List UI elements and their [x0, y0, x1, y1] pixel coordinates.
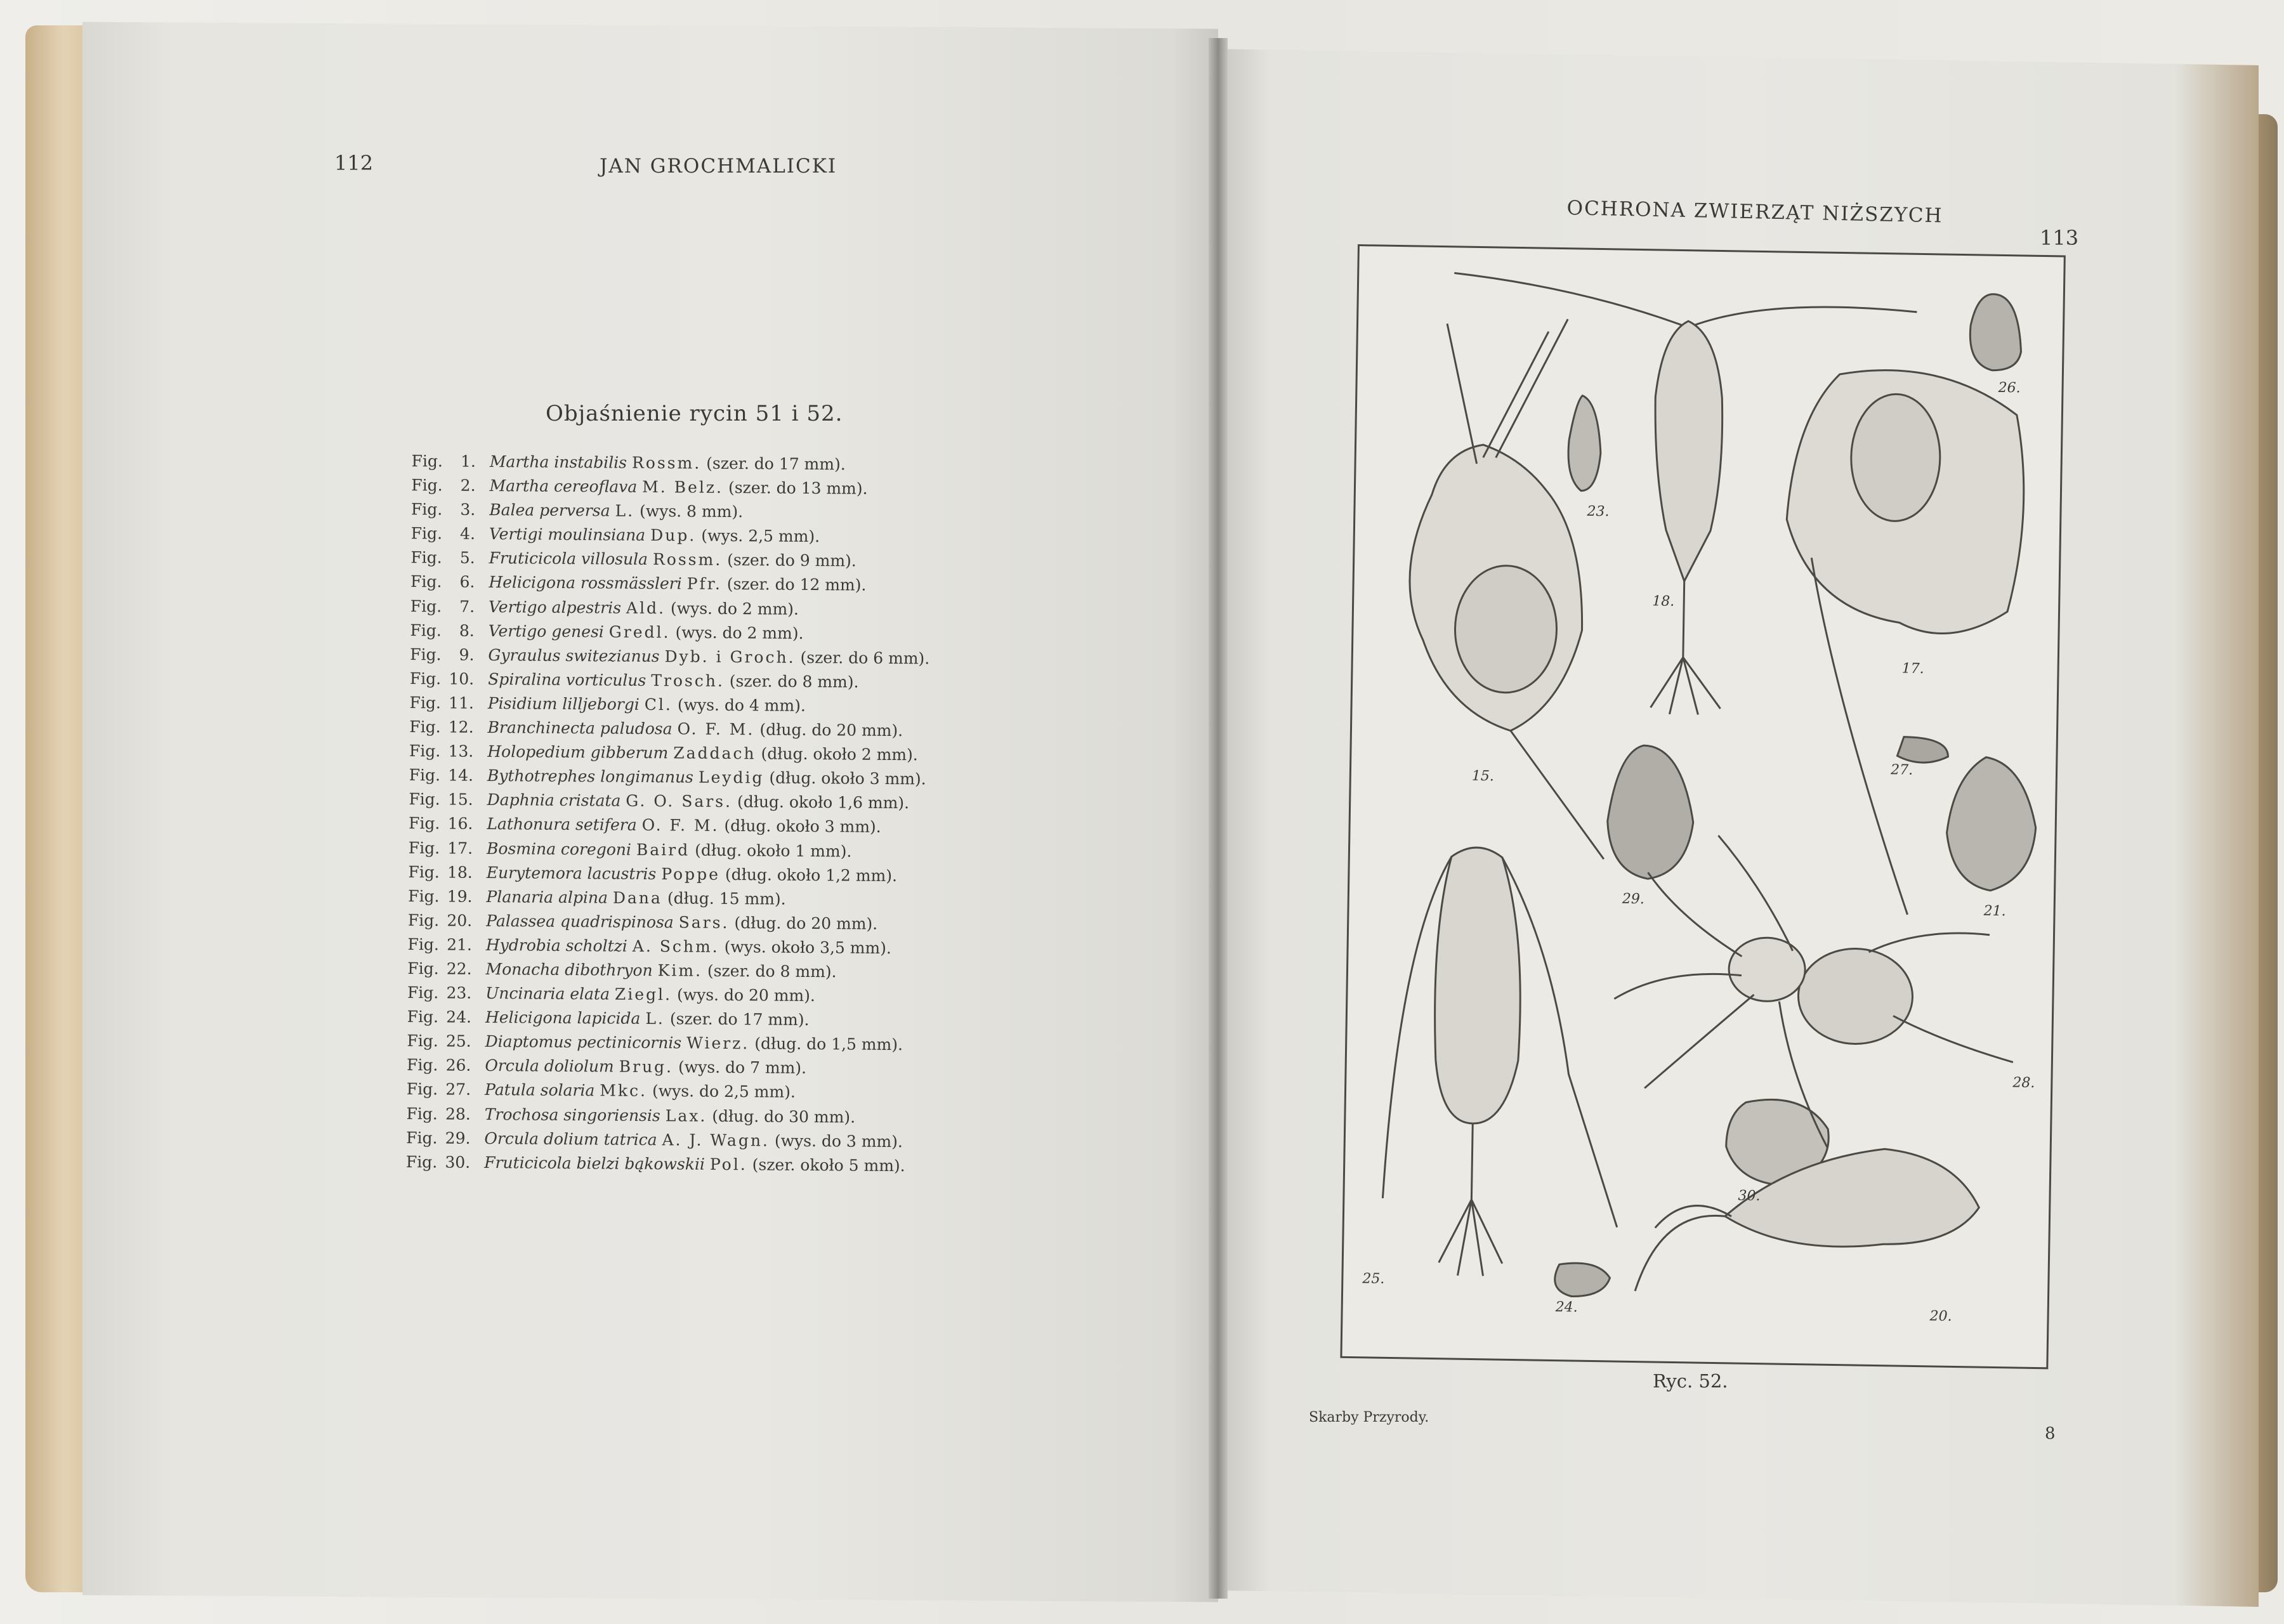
copepod-25-body [1433, 847, 1523, 1124]
figure-number: 18. [447, 863, 473, 882]
figure-author: A. J. Wagn. [662, 1130, 770, 1150]
figure-author: O. F. M. [677, 719, 755, 739]
plate-drawing [1342, 246, 2063, 1367]
figure-author: G. O. Sars. [626, 792, 733, 811]
shell-23 [1568, 395, 1601, 491]
figure-size: (dług. około 3 mm). [769, 768, 926, 789]
figure-label: Fig. [410, 572, 442, 591]
figure-size: (wys. do 2,5 mm). [652, 1082, 796, 1102]
right-running-head: OCHRONA ZWIERZĄT NIŻSZYCH [1566, 197, 1943, 228]
figure-author: Leydig [698, 768, 765, 787]
spider-28-head [1728, 937, 1806, 1002]
figure-size: (szer. do 17 mm). [669, 1009, 810, 1030]
copepod-18-body [1653, 320, 1724, 582]
figure-species: Spiralina vorticulus [488, 669, 646, 690]
shell-24 [1554, 1263, 1610, 1297]
figure-size: (szer. do 12 mm). [726, 575, 867, 595]
plate-figure-number: 20. [1929, 1308, 1952, 1325]
figure-author: Ziegl. [614, 985, 673, 1004]
figure-size: (szer. do 8 mm). [729, 671, 859, 691]
figure-number: 24. [446, 1007, 472, 1026]
figure-species: Bosmina coregoni [486, 839, 632, 859]
figure-label: Fig. [411, 452, 443, 471]
figure-size: (wys. do 20 mm). [676, 985, 816, 1005]
figure-label: Fig. [407, 1007, 439, 1026]
figure-species: Martha instabilis [489, 452, 627, 472]
figure-size: (wys. 2,5 mm). [701, 526, 820, 546]
figure-size: (wys. 8 mm). [640, 502, 744, 521]
plate-figure-number: 21. [1983, 903, 2006, 920]
figure-size: (wys. około 3,5 mm). [724, 937, 891, 957]
figure-author: Trosch. [651, 671, 725, 690]
figure-species: Vertigo genesi [488, 621, 604, 641]
shell-27 [1897, 737, 1948, 763]
left-running-head: JAN GROCHMALICKI [600, 155, 837, 178]
figure-number: 8. [459, 621, 475, 640]
figure-size: (dług. do 1,5 mm). [754, 1034, 903, 1054]
figure-label: Fig. [410, 524, 443, 543]
plate-figure-number: 23. [1587, 503, 1610, 520]
figure-species: Uncinaria elata [485, 984, 610, 1004]
figure-label: Fig. [410, 645, 442, 664]
figure-label: Fig. [406, 1080, 438, 1099]
figure-author: Rossm. [631, 453, 702, 473]
figure-number: 30. [445, 1153, 471, 1172]
figure-species: Helicigona lapicida [485, 1008, 641, 1028]
figure-author: Mkc. [600, 1081, 648, 1101]
figure-author: Kim. [657, 961, 703, 980]
figure-size: (dług. 15 mm). [667, 888, 786, 908]
figure-author: Gredl. [608, 622, 671, 641]
figure-size: (szer. do 8 mm). [707, 961, 837, 981]
amphipod-20-antennae [1635, 1205, 1731, 1292]
plate-figure-number: 29. [1622, 891, 1645, 908]
figure-number: 25. [445, 1031, 471, 1051]
figure-number: 4. [460, 524, 476, 544]
figure-legend-row [400, 1153, 1035, 1182]
figure-author: Wierz. [686, 1033, 750, 1053]
figure-author: Dana [612, 888, 663, 907]
right-page-number: 113 [2040, 226, 2079, 250]
figure-species: Vertigo alpestris [488, 597, 622, 617]
figure-author: Baird [636, 840, 690, 860]
figure-species: Palassea quadrispinosa [486, 911, 674, 932]
shell-29 [1606, 745, 1694, 879]
figure-number: 10. [449, 669, 475, 688]
plate-figure-number: 15. [1471, 768, 1495, 785]
plate-figure-number: 24. [1555, 1299, 1578, 1316]
book-gutter [1209, 38, 1228, 1599]
figure-number: 7. [459, 597, 475, 616]
figure-label: Fig. [407, 983, 439, 1002]
figure-author: Sars. [678, 913, 730, 932]
figure-number: 6. [459, 573, 475, 592]
figure-label: Fig. [408, 862, 440, 882]
figure-author: Rossm. [652, 550, 723, 570]
figure-label: Fig. [409, 790, 440, 809]
figure-species: Lathonura setifera [487, 815, 637, 835]
figure-number: 23. [446, 983, 472, 1002]
figure-species: Holopedium gibberum [487, 742, 669, 763]
figure-label: Fig. [409, 742, 441, 761]
spider-28-abdomen [1797, 948, 1913, 1045]
figure-legend-list [400, 452, 1040, 1182]
plate-figure-number: 25. [1362, 1271, 1385, 1287]
figure-label: Fig. [406, 1128, 438, 1148]
plate-figure-number: 27. [1890, 762, 1913, 778]
figure-number: 15. [447, 790, 473, 809]
figure-author: L. [615, 501, 635, 521]
figure-species: Monacha dibothryon [485, 959, 653, 980]
daphnia-15-antennae [1445, 317, 1568, 465]
figure-label: Fig. [406, 1056, 438, 1075]
figure-size: (szer. do 17 mm). [706, 454, 846, 474]
figure-size: (dług. do 20 mm). [759, 720, 903, 740]
figure-author: Brug. [619, 1058, 674, 1077]
footer-publication: Skarby Przyrody. [1309, 1410, 1429, 1425]
figure-species: Fruticicola villosula [489, 549, 648, 569]
figure-number: 26. [445, 1056, 471, 1075]
figure-label: Fig. [407, 1031, 438, 1051]
plate-figure-number: 17. [1901, 660, 1924, 678]
figure-size: (dług. około 3 mm). [724, 816, 881, 837]
figure-label: Fig. [408, 814, 440, 833]
figure-size: (szer. około 5 mm). [752, 1155, 905, 1175]
figure-author: L. [645, 1009, 666, 1028]
figure-species: Helicigona rossmässleri [489, 573, 682, 593]
figure-number: 28. [445, 1104, 471, 1123]
figure-label: Fig. [410, 596, 442, 616]
figure-number: 21. [447, 935, 473, 954]
figure-number: 16. [447, 814, 473, 834]
figure-species: Branchinecta paludosa [487, 718, 673, 738]
figure-size: (szer. do 6 mm). [800, 648, 930, 668]
figure-label: Fig. [407, 934, 440, 954]
figure-size: (dług. około 1,6 mm). [737, 792, 910, 813]
figure-number: 14. [448, 766, 474, 785]
figure-label: Fig. [405, 1152, 438, 1172]
figure-label: Fig. [410, 500, 443, 519]
figure-label: Fig. [410, 620, 442, 640]
figure-species: Gyraulus switezianus [488, 645, 660, 665]
figure-species: Pisidium lilljeborgi [487, 693, 640, 714]
figure-label: Fig. [409, 693, 442, 712]
figure-label: Fig. [408, 838, 440, 857]
figure-size: (dług. około 1 mm). [695, 841, 852, 861]
figure-species: Vertigi moulinsiana [489, 525, 646, 545]
figure-species: Patula solaria [484, 1080, 595, 1100]
figure-species: Orcula dolium tatrica [484, 1129, 657, 1149]
figure-number: 3. [460, 500, 476, 520]
shell-21 [1946, 757, 2037, 891]
figure-size: (wys. do 2 mm). [675, 622, 804, 643]
figure-species: Diaptomus pectinicornis [485, 1032, 682, 1052]
figure-species: Daphnia cristata [487, 790, 621, 810]
figure-label: Fig. [409, 717, 441, 737]
figure-size: (dług. około 1,2 mm). [725, 865, 898, 885]
figure-size: (dług. około 2 mm). [761, 744, 918, 764]
plate-figure-number: 18. [1652, 593, 1675, 610]
plate-caption: Ryc. 52. [1653, 1370, 1728, 1392]
figure-size: (dług. do 20 mm). [734, 913, 878, 933]
figure-number: 19. [447, 887, 473, 906]
figure-size: (wys. do 4 mm). [677, 695, 806, 715]
figure-size: (wys. do 7 mm). [678, 1058, 807, 1078]
figure-size: (dług. do 30 mm). [712, 1106, 856, 1127]
figure-number: 17. [447, 839, 473, 858]
figure-size: (wys. do 3 mm). [774, 1131, 903, 1151]
copepod-25-tail [1438, 1123, 1504, 1276]
figure-author: Pol. [709, 1155, 747, 1174]
figure-author: Dyb. i Groch. [664, 646, 796, 667]
daphnia-15-spine [1509, 731, 1606, 859]
figure-species: Fruticicola bielzi bąkowskii [484, 1153, 706, 1174]
figure-number: 27. [445, 1080, 471, 1099]
figure-species: Orcula doliolum [485, 1056, 614, 1076]
figure-label: Fig. [407, 959, 439, 978]
figure-number: 29. [445, 1129, 471, 1148]
plate-figure-number: 30. [1738, 1188, 1761, 1205]
figure-author: Ald. [626, 598, 666, 617]
figure-number: 9. [459, 645, 475, 664]
figure-size: (wys. do 2 mm). [670, 598, 799, 619]
figure-number: 5. [459, 549, 475, 568]
figure-species: Trochosa singoriensis [484, 1104, 660, 1125]
figure-species: Martha cereoflava [489, 476, 638, 496]
figure-size: (szer. do 13 mm). [728, 478, 868, 498]
figure-label: Fig. [406, 1104, 438, 1123]
figure-species: Balea perversa [489, 501, 610, 520]
figure-number: 22. [446, 959, 472, 978]
figure-author: Cl. [644, 695, 673, 714]
plate-illustration [1340, 244, 2065, 1369]
figure-number: 1. [460, 452, 476, 471]
figure-species: Eurytemora lacustris [486, 863, 657, 883]
shell-26 [1969, 294, 2021, 370]
caption-title: Objaśnienie rycin 51 i 52. [546, 401, 843, 426]
figure-author: Poppe [661, 864, 721, 884]
figure-number: 11. [449, 693, 475, 712]
plate-figure-number: 28. [2012, 1075, 2035, 1091]
figure-number: 12. [448, 717, 474, 737]
figure-author: O. F. M. [641, 816, 719, 835]
figure-species: Hydrobia scholtzi [485, 935, 627, 955]
figure-author: A. Schm. [632, 936, 719, 956]
figure-label: Fig. [411, 476, 443, 495]
figure-number: 2. [460, 476, 476, 495]
figure-number: 13. [448, 742, 474, 761]
plate-figure-number: 26. [1998, 379, 2021, 396]
figure-size: (szer. do 9 mm). [727, 551, 856, 570]
figure-author: Lax. [665, 1106, 707, 1125]
figure-author: Pfr. [686, 574, 722, 594]
figure-species: Planaria alpina [486, 887, 608, 907]
footer-signature-number: 8 [2045, 1424, 2056, 1443]
figure-species: Bythotrephes longimanus [487, 766, 694, 787]
figure-label: Fig. [409, 766, 441, 785]
figure-label: Fig. [410, 548, 442, 567]
figure-label: Fig. [408, 886, 440, 906]
figure-author: M. Belz. [642, 478, 724, 497]
left-page-number: 112 [334, 151, 374, 175]
figure-number: 20. [447, 911, 473, 930]
figure-label: Fig. [409, 669, 442, 688]
figure-author: Dup. [650, 526, 697, 545]
figure-author: Zaddach [673, 743, 756, 763]
figure-label: Fig. [407, 910, 440, 930]
